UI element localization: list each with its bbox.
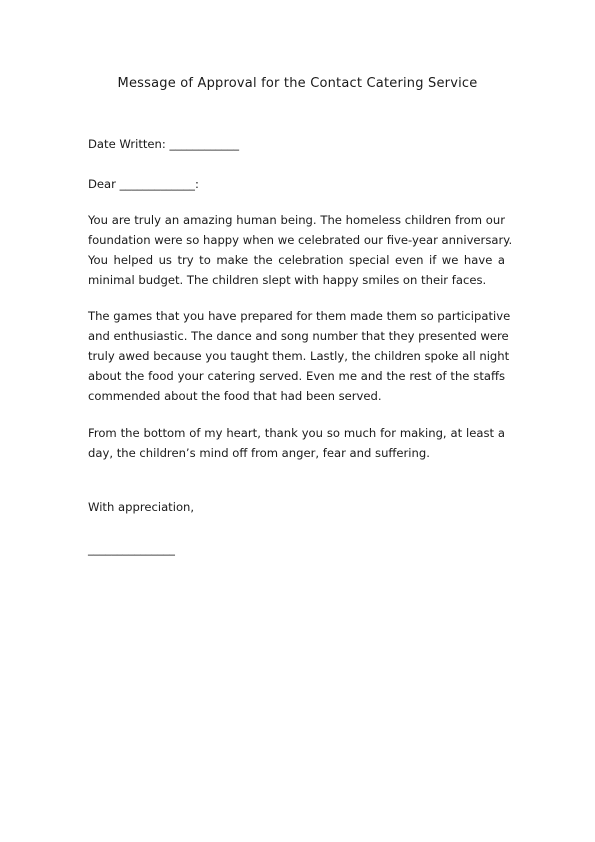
- paragraph-line: From the bottom of my heart, thank you so much for making, at least a: [88, 426, 505, 440]
- paragraph-line: and enthusiastic. The dance and song number that they presented were: [88, 329, 509, 343]
- paragraph-line: You helped us try to make the celebration special even if we have a: [88, 253, 505, 267]
- salutation: Dear _____________:: [88, 177, 199, 191]
- paragraph-line: You are truly an amazing human being. The homeless children from our: [88, 213, 505, 227]
- signature-line: _______________: [88, 542, 175, 556]
- closing-line: With appreciation,: [88, 500, 195, 514]
- body-paragraph-2: [88, 306, 511, 406]
- paragraph-line: truly awed because you taught them. Lastly, the children spoke all night: [88, 349, 510, 363]
- body-paragraph-1: [88, 210, 513, 290]
- paragraph-line: foundation were so happy when we celebrated our five-year anniversary.: [88, 233, 513, 247]
- paragraph-line: commended about the food that had been served.: [88, 389, 382, 403]
- date-written-line: Date Written: ____________: [88, 137, 240, 151]
- paragraph-line: about the food your catering served. Even me and the rest of the staffs: [88, 369, 505, 383]
- paragraph-line: The games that you have prepared for them made them so participative: [88, 309, 511, 323]
- body-paragraph-3: [88, 423, 505, 463]
- document-title: Message of Approval for the Contact Catering Service: [117, 76, 478, 91]
- paragraph-line: minimal budget. The children slept with happy smiles on their faces.: [88, 273, 487, 287]
- paragraph-line: day, the children’s mind off from anger, fear and suffering.: [88, 446, 430, 460]
